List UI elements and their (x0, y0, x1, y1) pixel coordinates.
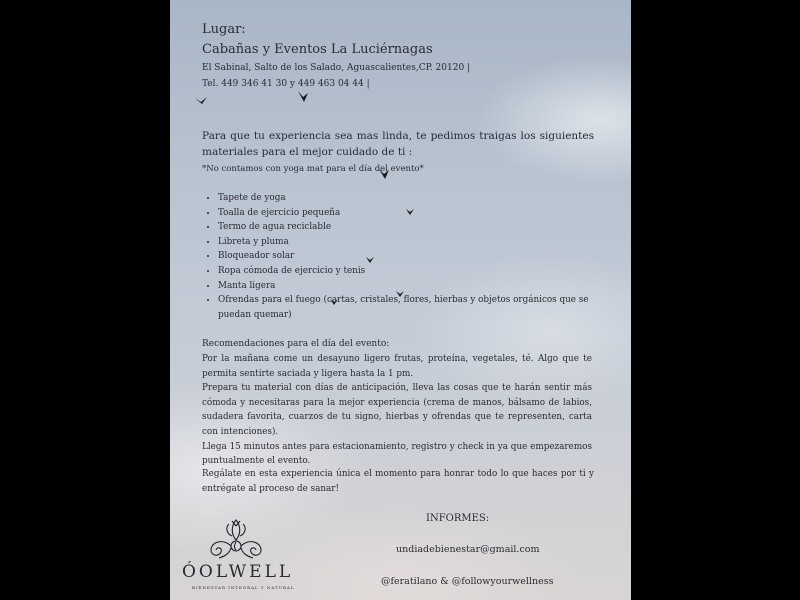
brand-tagline: BIENESTAR INTEGRAL Y NATURAL (192, 585, 295, 590)
closing-message: Regálate en esta experiencia única el momento para honrar todo lo que haces por ti y entrégate al proceso de sanar! (202, 469, 594, 494)
bird-icon (194, 96, 208, 106)
list-item: • Manta ligera (218, 279, 610, 294)
venue-label: Lugar: (202, 22, 246, 37)
flyer-page (170, 0, 631, 600)
materials-intro: Para que tu experiencia sea mas linda, te pedimos traigas los siguientes materiales para el mejor cuidado de ti : (202, 130, 594, 158)
materials-note: *No contamos con yoga mat para el día del evento* (202, 164, 424, 174)
list-item: • Tapete de yoga (218, 191, 610, 206)
social-handles[interactable]: @feratilano & @followyourwellness (381, 576, 554, 587)
recommendations-title: Recomendaciones para el día del evento: (202, 339, 390, 349)
recommendation-paragraph: Prepara tu material con días de anticipación, lleva las cosas que te harán sentir más cómoda y necesitaras para la mejor experiencia (crema de manos, bálsamo de labios, sudadera favorita, cuarzos de tu signo, hierbas y ofrendas que te representen, carta con intenciones). (202, 383, 592, 437)
venue-phone: Tel. 449 346 41 30 y 449 463 04 44 | (202, 79, 370, 89)
recommendation-paragraph: Llega 15 minutos antes para estacionamiento, registro y check in ya que empezaremos puntualmente el evento. (202, 441, 592, 467)
recommendation-paragraph: Por la mañana come un desayuno ligero frutas, proteína, vegetales, té. Algo que te permita sentirte saciada y ligera hasta la 1 pm. (202, 354, 592, 379)
list-item: • Libreta y pluma (218, 235, 610, 250)
contact-email[interactable]: undiadebienestar@gmail.com (396, 544, 540, 555)
recommendations-body (202, 352, 592, 469)
list-item: • Ofrendas para el fuego (cartas, cristales, flores, hierbas y objetos orgánicos que se puedan quemar) (218, 293, 610, 322)
brand-name: ÓOLWELL (182, 562, 294, 582)
list-item: • Bloqueador solar (218, 249, 610, 264)
lotus-spiral-icon (205, 516, 267, 562)
venue-address: El Sabinal, Salto de los Salado, Aguascalientes,CP. 20120 | (202, 63, 471, 73)
list-item: • Toalla de ejercicio pequeña (218, 206, 610, 221)
list-item: • Termo de agua reciclable (218, 220, 610, 235)
bird-icon (296, 90, 310, 104)
list-item: • Ropa cómoda de ejercicio y tenis (218, 264, 610, 279)
venue-name: Cabañas y Eventos La Luciérnagas (202, 42, 433, 57)
materials-list (202, 191, 610, 322)
contact-title: INFORMES: (426, 513, 490, 524)
